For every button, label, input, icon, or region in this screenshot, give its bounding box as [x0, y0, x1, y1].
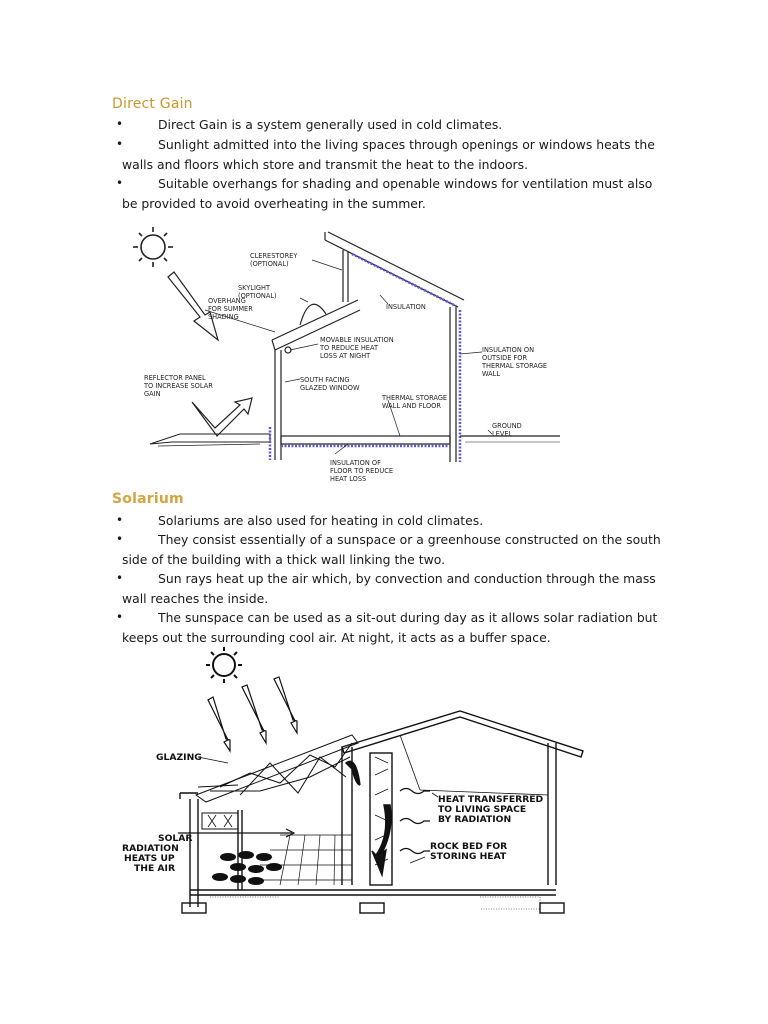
sun-ray-arrow-icon	[208, 677, 297, 751]
label-movable-insulation: MOVABLE INSULATION	[320, 336, 394, 344]
sun-icon	[133, 227, 173, 267]
svg-text:BY RADIATION	[438, 814, 511, 825]
label-reflector-2: TO INCREASE SOLAR	[144, 382, 213, 390]
label-ground-level: LEVEL	[492, 430, 513, 438]
roof-outline	[272, 232, 464, 350]
floor-slab	[281, 436, 560, 446]
label-skylight-optional: (OPTIONAL)	[238, 292, 277, 300]
label-reflector-3: GAIN	[144, 390, 161, 398]
bullet-item	[116, 530, 662, 569]
svg-text:STORING HEAT	[430, 851, 507, 862]
svg-text:MOVABLE INSULATION	[320, 336, 394, 344]
svg-text:SKYLIGHT	[238, 284, 271, 292]
label-movable-insulation-3: LOSS AT NIGHT	[320, 352, 371, 360]
svg-text:SHADING	[208, 313, 239, 321]
svg-text:GROUND	[492, 422, 522, 430]
svg-text:GLAZING	[156, 752, 202, 763]
mass-wall	[346, 753, 392, 885]
label-clerestorey-optional: (OPTIONAL)	[250, 260, 289, 268]
svg-text:INSULATION OF	[330, 459, 381, 467]
label-storing-heat: STORING HEAT	[430, 851, 507, 862]
label-insulation-outside-4: WALL	[482, 370, 501, 378]
bullet-glyph: •	[116, 513, 124, 527]
bullet-glyph: •	[116, 117, 124, 131]
label-overhang: OVERHANG	[208, 297, 246, 305]
svg-text:CLERESTOREY	[250, 252, 298, 260]
label-insulation-outside-3: THERMAL STORAGE	[482, 362, 548, 370]
section-heading-solarium: Solarium	[112, 491, 184, 507]
label-the-air: THE AIR	[134, 863, 176, 874]
label-movable-insulation-2: TO REDUCE HEAT	[320, 344, 378, 352]
foundation	[182, 890, 564, 913]
bullet-glyph: •	[116, 137, 124, 151]
label-south-window: SOUTH FACING	[300, 376, 350, 384]
bullet-item	[116, 135, 662, 174]
bullet-item	[116, 174, 662, 213]
bullet-glyph: •	[116, 532, 124, 546]
walls	[270, 307, 460, 462]
bullet-glyph: •	[116, 176, 124, 190]
solarium-diagram	[120, 645, 590, 924]
label-glazing: GLAZING	[156, 752, 202, 763]
svg-text:REFLECTOR PANEL	[144, 374, 206, 382]
label-reflector: REFLECTOR PANEL	[144, 374, 206, 382]
svg-text:GLAZED WINDOW	[300, 384, 360, 392]
bullet-item	[116, 569, 662, 608]
svg-text:THE AIR	[134, 863, 175, 874]
label-overhang-3: SHADING	[208, 313, 239, 321]
svg-text:SOUTH FACING	[300, 376, 349, 384]
label-insulation-outside-2: OUTSIDE FOR	[482, 354, 528, 362]
sun-icon	[206, 647, 242, 683]
label-thermal-storage-2: WALL AND FLOOR	[382, 402, 441, 410]
glazing-roof	[196, 735, 358, 802]
label-skylight: SKYLIGHT	[238, 284, 271, 292]
label-heat-transferred: HEAT TRANSFERRED	[438, 794, 544, 805]
svg-text:(OPTIONAL)	[250, 260, 289, 268]
heat-transfer-arrow-icon	[400, 789, 430, 854]
svg-text:WALL AND FLOOR	[382, 402, 441, 410]
label-overhang-2: FOR SUMMER	[208, 305, 253, 313]
svg-text:INSULATION ON	[482, 346, 534, 354]
svg-text:TO INCREASE SOLAR	[143, 382, 213, 390]
bullet-glyph: •	[116, 610, 124, 624]
label-solar: SOLAR	[158, 833, 193, 844]
label-insulation-outside: INSULATION ON	[482, 346, 535, 354]
bullet-text: They consist essentially of a sunspace or a greenhouse constructed on the south side of the building with a thick wall linking the two.	[122, 532, 661, 567]
bullet-item	[116, 511, 662, 531]
label-floor-insulation: INSULATION OF	[330, 459, 381, 467]
label-floor-insulation-3: HEAT LOSS	[330, 475, 367, 483]
label-ground: GROUND	[492, 422, 522, 430]
svg-text:OUTSIDE FOR	[482, 354, 527, 362]
svg-text:THERMAL STORAGE	[381, 394, 447, 402]
label-to-living-space: TO LIVING SPACE	[438, 804, 527, 815]
label-floor-insulation-2: FLOOR TO REDUCE	[330, 467, 394, 475]
svg-text:THERMAL STORAGE	[481, 362, 547, 370]
label-south-window-2: GLAZED WINDOW	[300, 384, 360, 392]
svg-text:HEAT LOSS	[330, 475, 366, 483]
bullet-glyph: •	[116, 571, 124, 585]
direct-gain-diagram	[120, 222, 560, 488]
bullet-text: Sun rays heat up the air which, by convection and conduction through the mass wall reaches the inside.	[122, 571, 656, 606]
svg-text:LEVEL	[492, 430, 513, 438]
bullet-text: Solariums are also used for heating in cold climates.	[158, 513, 484, 528]
bullet-item	[116, 608, 662, 647]
svg-text:LOSS AT NIGHT	[320, 352, 371, 360]
section-heading-direct-gain: Direct Gain	[112, 96, 193, 112]
svg-text:GAIN	[144, 390, 161, 398]
svg-text:TO REDUCE HEAT	[319, 344, 379, 352]
bullet-text: Direct Gain is a system generally used in cold climates.	[158, 117, 503, 132]
label-insulation: INSULATION	[386, 303, 426, 311]
svg-text:FOR SUMMER	[208, 305, 253, 313]
bullet-item	[116, 115, 662, 135]
svg-text:OVERHANG	[208, 297, 246, 305]
label-by-radiation: BY RADIATION	[438, 814, 512, 825]
bullet-text: The sunspace can be used as a sit-out during day as it allows solar radiation but keeps out the surrounding cool air. At night, it acts as a buffer space.	[122, 610, 658, 645]
svg-text:WALL	[482, 370, 500, 378]
label-clerestorey: CLERESTOREY	[250, 252, 298, 260]
solar-radiation-arrow-icon	[178, 829, 294, 837]
svg-text:FLOOR TO REDUCE	[330, 467, 393, 475]
label-heats-up: HEATS UP	[124, 853, 175, 864]
label-radiation: RADIATION	[122, 843, 179, 854]
reflected-light-arrow-icon	[192, 398, 252, 436]
label-thermal-storage: THERMAL STORAGE	[382, 394, 448, 402]
bullet-text: Sunlight admitted into the living spaces through openings or windows heats the walls and floors which store and transmit the heat to the indoors.	[122, 137, 655, 172]
bullet-text: Suitable overhangs for shading and openable windows for ventilation must also be provided to avoid overheating in the summer.	[122, 176, 653, 211]
svg-text:INSULATION	[386, 303, 426, 311]
label-rock-bed: ROCK BED FOR	[430, 841, 508, 852]
